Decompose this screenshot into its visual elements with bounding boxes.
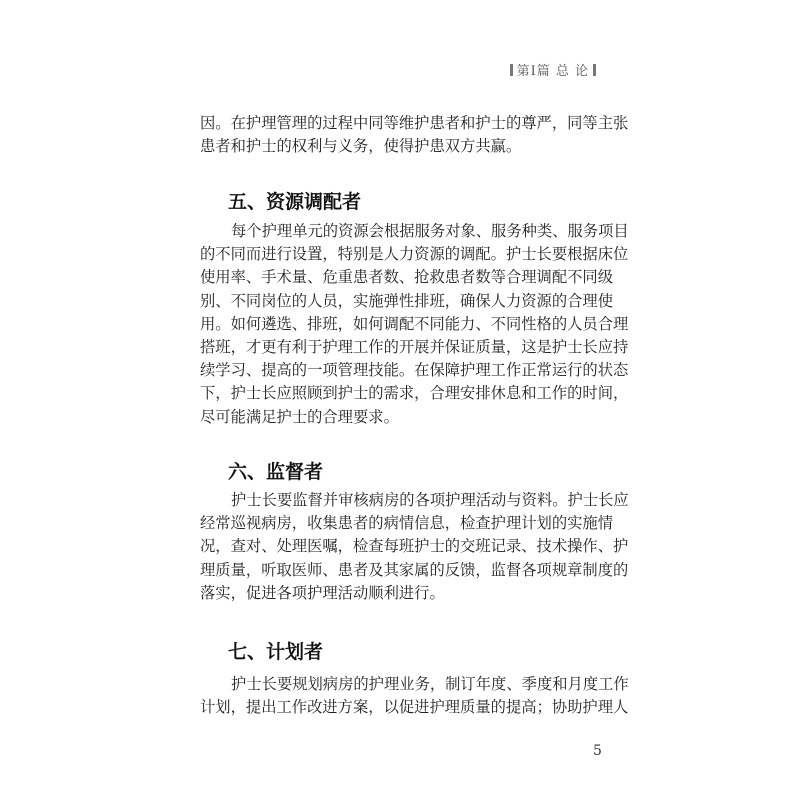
text-line: 下，护士长应照顾到护士的需求，合理安排休息和工作的时间， — [200, 384, 629, 403]
header-part: 第Ⅰ篇 — [516, 64, 551, 79]
text-line: 计划，提出工作改进方案，以促进护理质量的提高；协助护理人 — [200, 698, 629, 717]
section-heading-6: 六、监督者 — [228, 461, 324, 483]
text-line: 因。在护理管理的过程中同等维护患者和护士的尊严，同等主张 — [200, 114, 629, 132]
paragraph-intro — [200, 112, 629, 158]
section-heading-7: 七、计划者 — [228, 641, 324, 663]
header-title: 总 论 — [555, 64, 589, 79]
text-line: 搭班，才更有利于护理工作的开展并保证质量，这是护士长应持 — [200, 337, 629, 356]
paragraph-7 — [200, 673, 629, 719]
text-line: 每个护理单元的资源会根据服务对象、服务种类、服务项目 — [231, 222, 629, 240]
text-line: 使用率、手术量、危重患者数、抢救患者数等合理调配不同级 — [200, 268, 614, 287]
text-line: 尽可能满足护士的合理要求。 — [200, 407, 399, 426]
text-line: 用。如何遴选、排班，如何调配不同能力、不同性格的人员合理 — [200, 314, 629, 333]
section-heading-5: 五、资源调配者 — [228, 191, 362, 213]
text-line: 续学习、提高的一项管理技能。在保障护理工作正常运行的状态 — [200, 361, 629, 380]
running-header — [506, 60, 600, 79]
text-line: 护士长要监督并审核病房的各项护理活动与资料。护士长应 — [231, 491, 629, 509]
text-line: 理质量，听取医师、患者及其家属的反馈，监督各项规章制度的 — [200, 560, 629, 579]
paragraph-6 — [200, 489, 629, 605]
text-line: 护士长要规划病房的护理业务，制订年度、季度和月度工作 — [231, 675, 629, 693]
text-line: 患者和护士的权利与义务，使得护患双方共赢。 — [200, 137, 522, 156]
text-line: 别、不同岗位的人员，实施弹性排班，确保人力资源的合理使 — [200, 291, 614, 310]
text-line: 的不同而进行设置，特别是人力资源的调配。护士长要根据床位 — [200, 245, 629, 264]
paragraph-5 — [200, 220, 629, 429]
text-line: 况，查对、处理医嘱，检查每班护士的交班记录、技术操作、护 — [200, 537, 629, 556]
text-line: 落实，促进各项护理活动顺利进行。 — [200, 583, 445, 602]
page-number: 5 — [593, 743, 602, 759]
text-line: 经常巡视病房，收集患者的病情信息，检查护理计划的实施情 — [200, 514, 614, 533]
